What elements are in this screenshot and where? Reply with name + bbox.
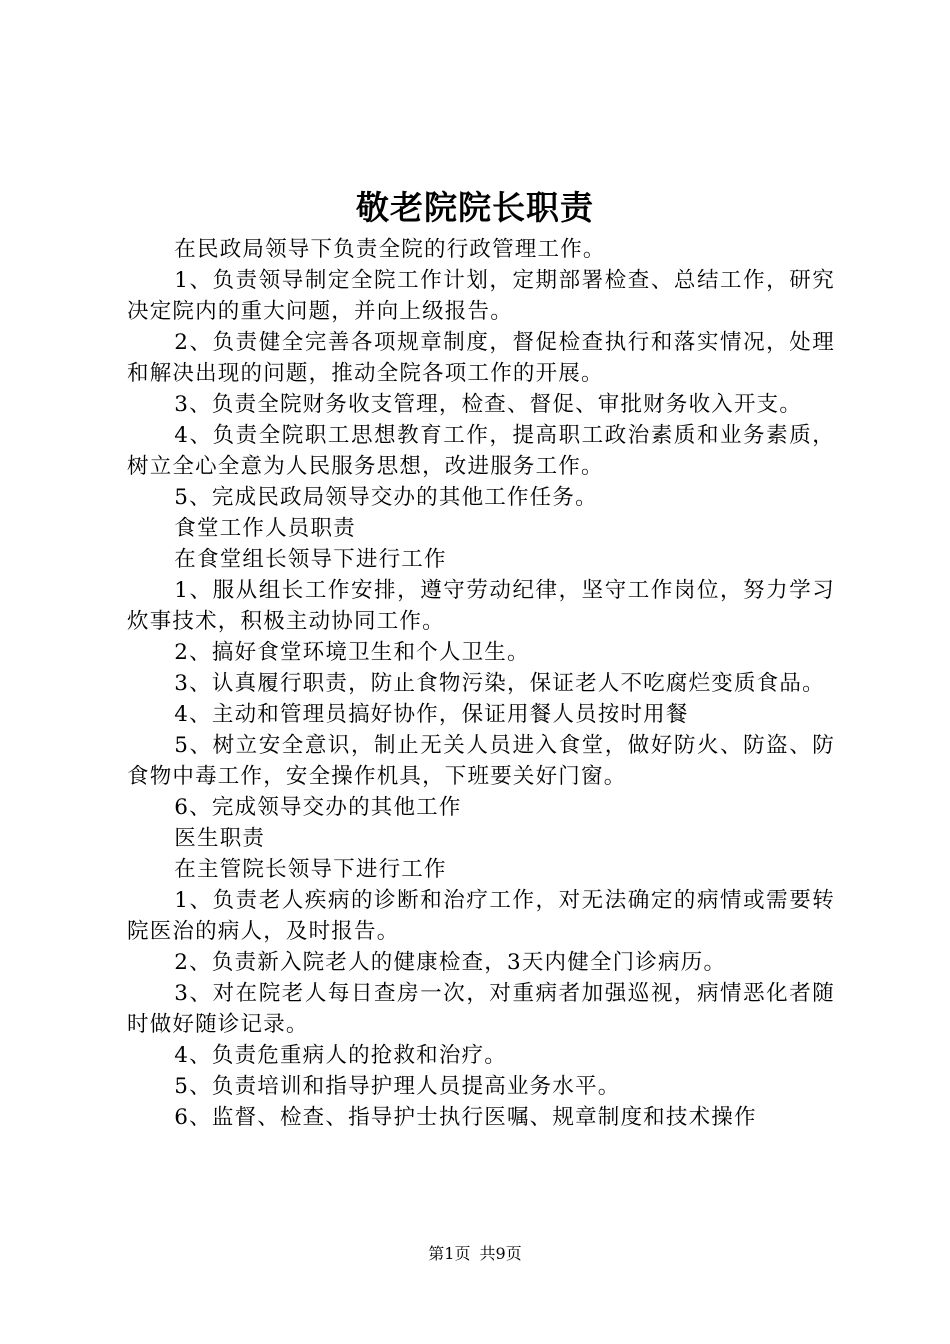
document-body: [127, 234, 835, 1133]
paragraph: 4、主动和管理员搞好协作，保证用餐人员按时用餐: [174, 702, 689, 727]
paragraph: 1、服从组长工作安排，遵守劳动纪律，坚守工作岗位，努力学习炊事技术，积极主动协同工作。: [127, 578, 835, 634]
paragraph: 6、完成领导交办的其他工作: [174, 795, 462, 820]
paragraph: 6、监督、检查、指导护士执行医嘱、规章制度和技术操作: [174, 1105, 757, 1130]
paragraph: 在民政局领导下负责全院的行政管理工作。: [174, 237, 606, 262]
paragraph: 3、负责全院财务收支管理，检查、督促、审批财务收入开支。: [174, 392, 803, 417]
paragraph: 4、负责危重病人的抢救和治疗。: [174, 1043, 507, 1068]
paragraph: 2、负责健全完善各项规章制度，督促检查执行和落实情况，处理和解决出现的问题，推动全院各项工作的开展。: [127, 330, 835, 386]
paragraph: 2、负责新入院老人的健康检查，3天内健全门诊病历。: [174, 950, 727, 975]
paragraph: 1、负责领导制定全院工作计划，定期部署检查、总结工作，研究决定院内的重大问题，并向上级报告。: [127, 268, 835, 324]
paragraph: 5、完成民政局领导交办的其他工作任务。: [174, 485, 598, 510]
paragraph: 在主管院长领导下进行工作: [174, 857, 447, 882]
paragraph: 在食堂组长领导下进行工作: [174, 547, 447, 572]
document-title: 敬老院院长职责: [356, 188, 594, 227]
paragraph: 4、负责全院职工思想教育工作，提高职工政治素质和业务素质，树立全心全意为人民服务思想，改进服务工作。: [127, 423, 835, 479]
page-number: 第1页: [428, 1244, 471, 1263]
paragraph: 5、树立安全意识，制止无关人员进入食堂，做好防火、防盗、防食物中毒工作，安全操作机具，下班要关好门窗。: [127, 733, 835, 789]
paragraph: 3、认真履行职责，防止食物污染，保证老人不吃腐烂变质食品。: [174, 671, 825, 696]
section-heading: 食堂工作人员职责: [174, 516, 356, 541]
page-total: 共9页: [479, 1244, 522, 1263]
page-footer: [0, 1243, 950, 1265]
paragraph: 2、搞好食堂环境卫生和个人卫生。: [174, 640, 530, 665]
paragraph: 5、负责培训和指导护理人员提高业务水平。: [174, 1074, 621, 1099]
paragraph: 3、对在院老人每日查房一次，对重病者加强巡视，病情恶化者随时做好随诊记录。: [127, 981, 835, 1037]
paragraph: 1、负责老人疾病的诊断和治疗工作，对无法确定的病情或需要转院医治的病人，及时报告。: [127, 888, 835, 944]
section-heading: 医生职责: [174, 826, 266, 851]
